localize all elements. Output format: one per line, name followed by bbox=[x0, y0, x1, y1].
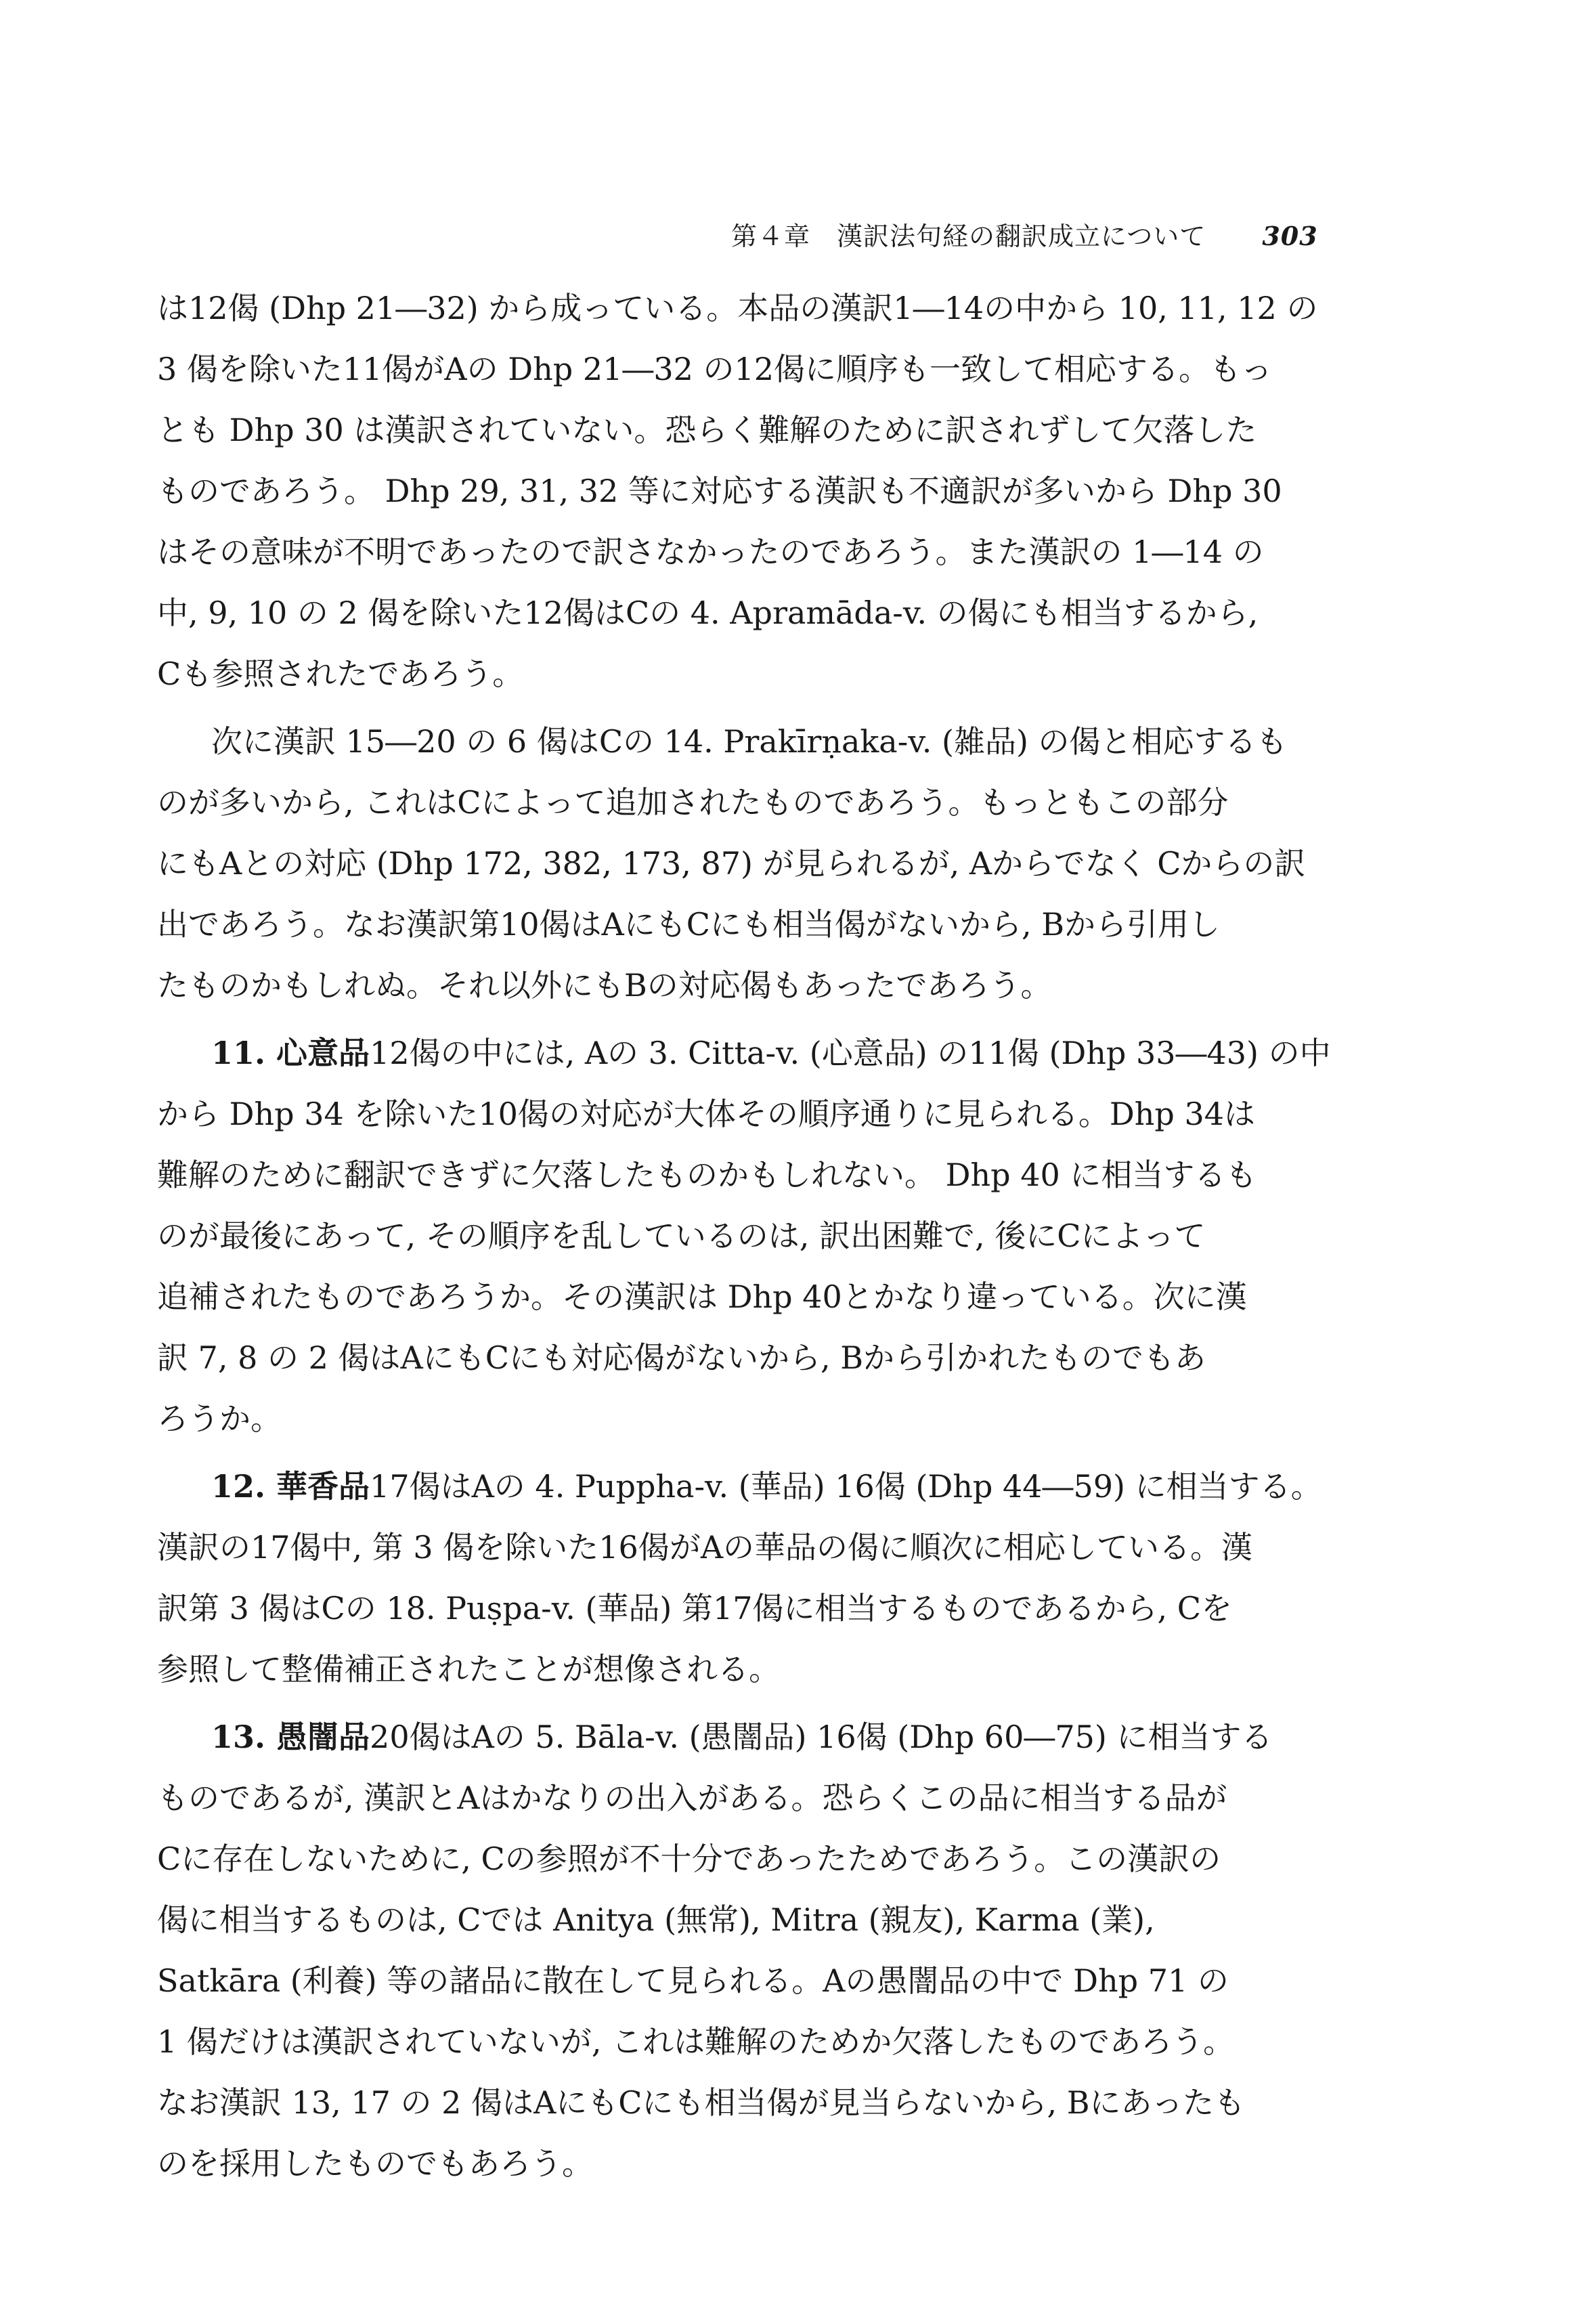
text-line: Cも参照されたであろう。 bbox=[157, 655, 524, 692]
text-line: たものかもしれぬ。それ以外にもBの対応偈もあったであろう。 bbox=[157, 967, 1052, 1004]
text-line: とも Dhp 30 は漢訳されていない。恐らく難解のために訳されずして欠落した bbox=[157, 412, 1257, 448]
text-line: 3 偈を除いた11偈がAの Dhp 21―32 の12偈に順序も一致して相応する。もっ bbox=[157, 351, 1273, 387]
text-line: Cに存在しないために, Cの参照が不十分であったためであろう。この漢訳の bbox=[157, 1841, 1221, 1877]
section-heading: 11. 心意品 bbox=[211, 1035, 370, 1071]
text-line: 中, 9, 10 の 2 偈を除いた12偈はCの 4. Apramāda-v. の偈にも相当するから, bbox=[157, 595, 1259, 631]
body-text bbox=[157, 278, 1359, 2194]
text-line: 訳 7, 8 の 2 偈はAにもCにも対応偈がないから, Bから引かれたものでもあ bbox=[157, 1339, 1206, 1376]
text-line: 1 偈だけは漢訳されていないが, これは難解のためか欠落したものであろう。 bbox=[157, 2023, 1235, 2060]
text-line: のが最後にあって, その順序を乱しているのは, 訳出困難で, 後にCによって bbox=[157, 1218, 1206, 1254]
section-heading: 12. 華香品 bbox=[211, 1468, 370, 1505]
section-line-text: 20偈はAの 5. Bāla-v. (愚闇品) 16偈 (Dhp 60―75) に相当する bbox=[370, 1719, 1273, 1755]
text-line: 難解のために翻訳できずに欠落したものかもしれない。 Dhp 40 に相当するも bbox=[157, 1157, 1257, 1193]
text-line: なお漢訳 13, 17 の 2 偈はAにもCにも相当偈が見当らないから, Bにあったも bbox=[157, 2084, 1246, 2121]
text-line: のを採用したものでもあろう。 bbox=[157, 2145, 593, 2182]
text-line: は12偈 (Dhp 21―32) から成っている。本品の漢訳1―14の中から 10, 11, 12 の bbox=[157, 290, 1318, 326]
running-head bbox=[731, 215, 1340, 253]
section-heading: 13. 愚闇品 bbox=[211, 1719, 370, 1755]
text-line: のが多いから, これはCによって追加されたものであろう。もっともこの部分 bbox=[157, 784, 1229, 821]
text-line: はその意味が不明であったので訳さなかったのであろう。また漢訳の 1―14 の bbox=[157, 534, 1264, 570]
chapter-title: 第４章 漢訳法句経の翻訳成立について bbox=[731, 221, 1206, 251]
text-line: ものであるが, 漢訳とAはかなりの出入がある。恐らくこの品に相当する品が bbox=[157, 1780, 1227, 1816]
text-line: 訳第 3 偈はCの 18. Puṣpa-v. (華品) 第17偈に相当するものであるから, Cを bbox=[157, 1590, 1232, 1627]
section-line bbox=[157, 1706, 1359, 1767]
section-line-text: 12偈の中には, Aの 3. Citta-v. (心意品) の11偈 (Dhp 33―43) の中 bbox=[370, 1035, 1331, 1071]
section-line bbox=[157, 1023, 1359, 1083]
text-line: 漢訳の17偈中, 第 3 偈を除いた16偈がAの華品の偈に順次に相応している。漢 bbox=[157, 1529, 1253, 1566]
text-line: ものであろう。 Dhp 29, 31, 32 等に対応する漢訳も不適訳が多いから Dhp 30 bbox=[157, 473, 1282, 509]
text-line: から Dhp 34 を除いた10偈の対応が大体その順序通りに見られる。Dhp 34は bbox=[157, 1096, 1255, 1132]
text-line: Satkāra (利養) 等の諸品に散在して見られる。Aの愚闇品の中で Dhp 71 の bbox=[157, 1962, 1229, 1999]
text-line: ろうか。 bbox=[157, 1400, 282, 1437]
section-line-text: 17偈はAの 4. Puppha-v. (華品) 16偈 (Dhp 44―59) に相当する。 bbox=[370, 1468, 1322, 1505]
text-line: 次に漢訳 15―20 の 6 偈はCの 14. Prakīrṇaka-v. (雑品) の偈と相応するも bbox=[211, 723, 1288, 760]
text-line: 出であろう。なお漢訳第10偈はAにもCにも相当偈がないから, Bから引用し bbox=[157, 906, 1220, 943]
text-line: 参照して整備補正されたことが想像される。 bbox=[157, 1651, 780, 1687]
section-line bbox=[157, 1456, 1359, 1517]
page-number: 303 bbox=[1262, 221, 1318, 251]
text-line: 追補されたものであろうか。その漢訳は Dhp 40とかなり違っている。次に漢 bbox=[157, 1278, 1247, 1315]
text-line: 偈に相当するものは, Cでは Anitya (無常), Mitra (親友), Karma (業), bbox=[157, 1901, 1155, 1938]
text-line: にもAとの対応 (Dhp 172, 382, 173, 87) が見られるが, Aからでなく Cからの訳 bbox=[157, 845, 1306, 882]
